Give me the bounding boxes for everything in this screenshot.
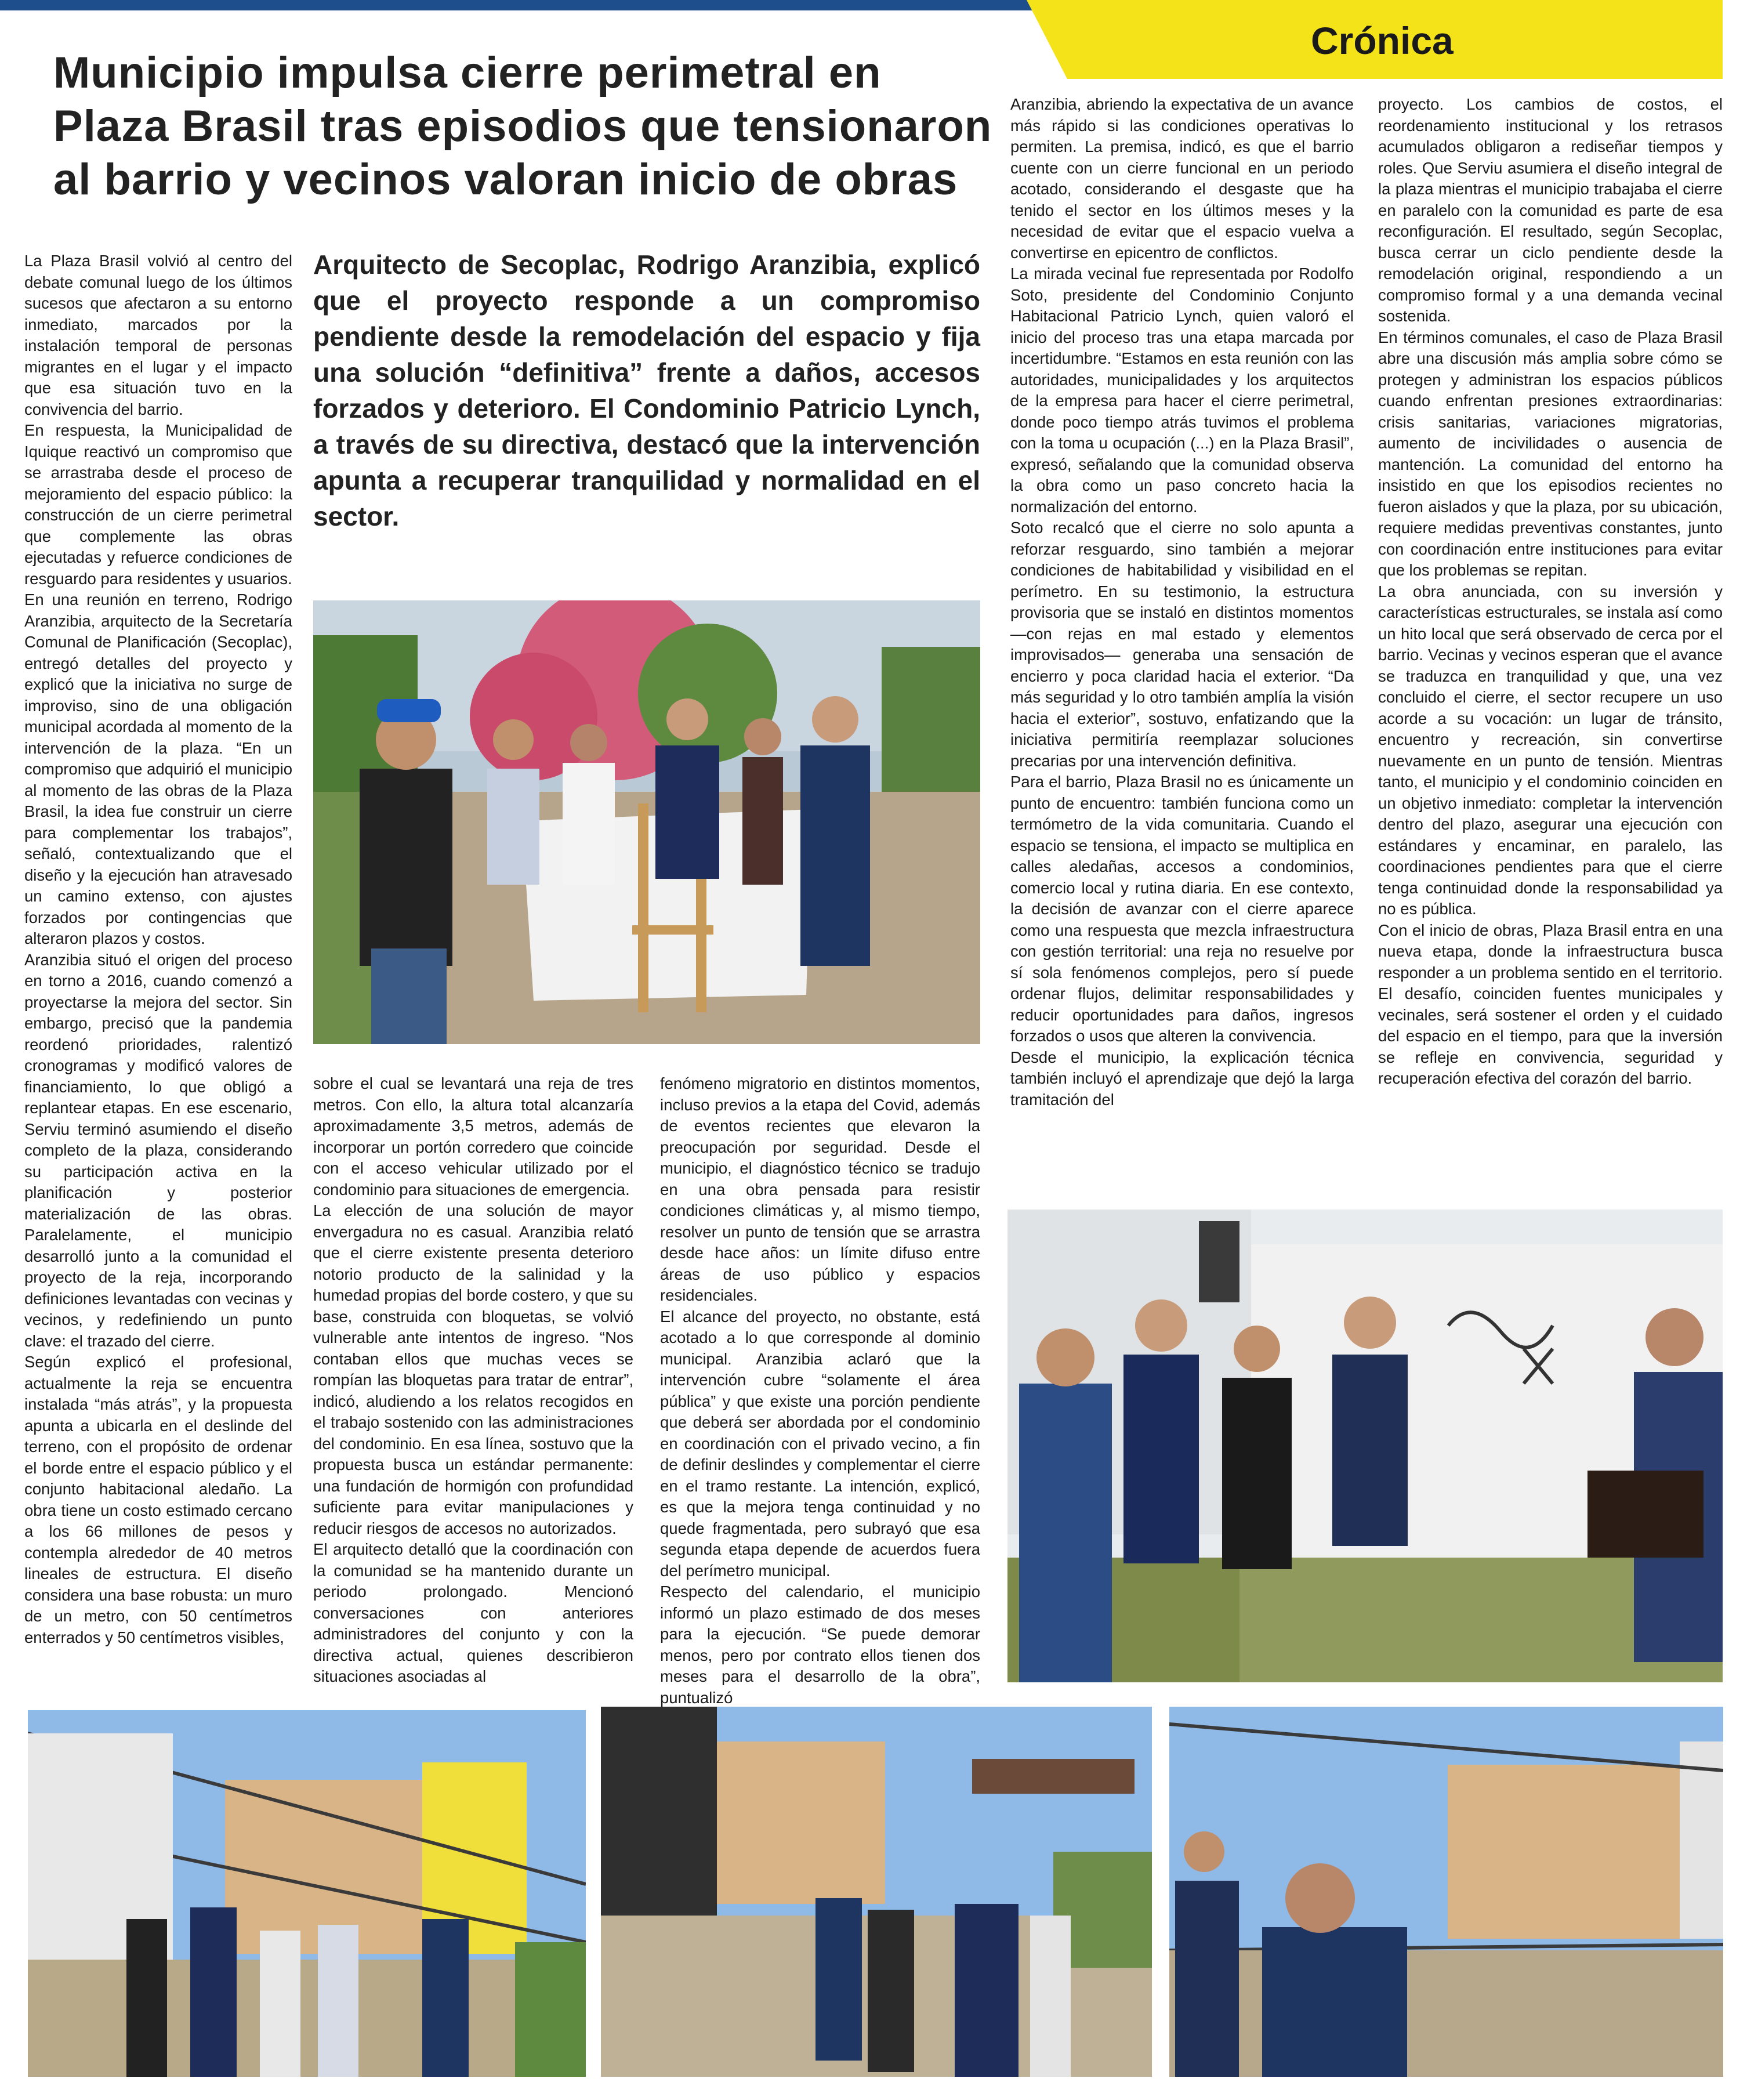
column-5 (1378, 94, 1723, 1089)
photo-bottom-right (1169, 1707, 1723, 2077)
column-1 (24, 251, 292, 1648)
column-3 (660, 1073, 980, 1708)
photo-group-wall (1007, 1210, 1723, 1682)
paragraph: En una reunión en terreno, Rodrigo Aranzibia, arquitecto de la Secretaría Comunal de Planificación (Secoplac), entregó detalles del proyecto y explicó que la iniciativa no surge de improviso, sino de una obligación municipal acordada al momento de la intervención de la plaza. “En un compromiso que adquirió el municipio al momento de las obras de la Plaza Brasil, la idea fue construir un cierre para complementar los trabajos”, señaló, contextualizando que el diseño y la ejecución han atravesado un camino extenso, con ajustes forzados por contingencias que alteraron plazos y costos. (24, 591, 292, 947)
paragraph: La elección de una solución de mayor envergadura no es casual. Aranzibia relató que el cierre existente presenta deterioro notorio producto de la salinidad y la humedad propias del borde costero, y que su base, construida con bloquetas, se volvió vulnerable ante intentos de ingreso. “Nos contaban ellos que muchas veces se rompían las bloquetas para tratar de entrar”, indicó, aludiendo a los relatos recogidos en el trabajo sostenido con las administraciones del condominio. En esa línea, sostuvo que la propuesta busca un estándar permanente: una fundación de hormigón con profundidad suficiente para evitar manipulaciones y reducir riesgos de accesos no autorizados. (313, 1201, 633, 1537)
column-4 (1010, 94, 1354, 1110)
paragraph: Para el barrio, Plaza Brasil no es únicamente un punto de encuentro: también funciona como un termómetro de la vida comunitaria. Cuando el espacio se tensiona, el impacto se multiplica en calles aledañas, accesos a condominios, comercio local y rutina diaria. En ese contexto, la decisión de avanzar con el cierre aparece como una respuesta que mezcla infraestructura con gestión territorial: una reja no resuelve por sí sola fenómenos complejos, pero sí puede ordenar flujos, delimitar responsabilidades y reducir oportunidades para daños, ingresos forzados o usos que alteren la convivencia. (1010, 773, 1354, 1045)
photo-meeting-easel (313, 600, 980, 1044)
paragraph: Según explicó el profesional, actualmente la reja se encuentra instalada “más atrás”, y la propuesta apunta a ubicarla en el deslinde del terreno, con el propósito de ordenar el borde entre el espacio público y el conjunto habitacional aledaño. La obra tiene un costo estimado cercano a los 66 millones de pesos y contempla alrededor de 40 metros lineales de estructura. El diseño considera una base robusta: un muro de un metro, con 50 centímetros enterrados y 50 centímetros visibles, (24, 1353, 292, 1646)
paragraph: Respecto del calendario, el municipio informó un plazo estimado de dos meses para la ejecución. “Se puede demorar menos, pero por contrato ellos tienen dos meses para el desarrollo de la obra”, puntualizó (660, 1583, 980, 1707)
paragraph: En respuesta, la Municipalidad de Iquique reactivó un compromiso que se arrastraba desde el proceso de mejoramiento del espacio público: la construcción de un cierre perimetral que complemente las obras ejecutadas y refuerce condiciones de resguardo para residentes y usuarios. (24, 421, 292, 588)
headline: Municipio impulsa cierre perimetral en Plaza Brasil tras episodios que tensionaron al barrio y vecinos valoran inicio de obras (53, 48, 992, 204)
paragraph: sobre el cual se levantará una reja de tres metros. Con ello, la altura total alcanzaría aproximadamente 3,5 metros, además de incorporar un portón corredero que coincide con el acceso vehicular utilizado por el condominio para situaciones de emergencia. (313, 1074, 633, 1199)
paragraph: La Plaza Brasil volvió al centro del debate comunal luego de los últimos sucesos que afectaron a su entorno inmediato, marcados por la instalación temporal de personas migrantes en el lugar y el impacto que esa situación tuvo en la convivencia del barrio. (24, 252, 292, 418)
paragraph: Aranzibia, abriendo la expectativa de un avance más rápido si las condiciones operativas lo permiten. La premisa, indicó, es que el barrio cuente con un cierre funcional en un periodo acotado, considerando el desgaste que ha tenido el sector en los últimos meses y la necesidad de evitar que el espacio vuelva a convertirse en epicentro de conflictos. (1010, 95, 1354, 262)
paragraph: Con el inicio de obras, Plaza Brasil entra en una nueva etapa, donde la infraestructura busca responder a un problema sentido en el territorio. El desafío, coinciden fuentes municipales y vecinales, será sostener el orden y el cuidado del espacio en el tiempo, para que la inversión se refleje en convivencia, seguridad y recuperación efectiva del corazón del barrio. (1378, 921, 1723, 1087)
paragraph: El arquitecto detalló que la coordinación con la comunidad se ha mantenido durante un periodo prolongado. Mencionó conversaciones con anteriores administradores del conjunto y con la directiva actual, quienes describieron situaciones asociadas al (313, 1540, 633, 1685)
column-2 (313, 1073, 633, 1688)
paragraph: La obra anunciada, con su inversión y características estructurales, se instala así como un hito local que será observado de cerca por el barrio. Vecinas y vecinos esperan que el avance se traduzca en tranquilidad y que, una vez concluido el cierre, el sector recupere un uso acorde a su vocación: un lugar de tránsito, encuentro y recreación, sin convertirse nuevamente en un punto de tensión. Mientras tanto, el municipio y el condominio coinciden en un objetivo inmediato: completar la intervención dentro del plazo, asegurar una ejecución con estándares y encaminar, en paralelo, las coordinaciones pendientes para que el cierre tenga continuidad donde la responsabilidad ya no es pública. (1378, 582, 1723, 918)
photo-bottom-left (28, 1710, 586, 2077)
paragraph: proyecto. Los cambios de costos, el reordenamiento institucional y los retrasos acumulados obligaron a rediseñar tiempos y roles. Que Serviu asumiera el diseño integral de la plaza mientras el municipio trabajaba el cierre en paralelo con la comunidad es parte de esa reconfiguración. El resultado, según Secoplac, busca cerrar un ciclo pendiente desde la remodelación original, respondiendo a un compromiso formal y a una demanda vecinal sostenida. (1378, 95, 1723, 325)
paragraph: Desde el municipio, la explicación técnica también incluyó el aprendizaje que dejó la larga tramitación del (1010, 1048, 1354, 1109)
top-rule-blue (0, 0, 1032, 10)
paragraph: Aranzibia situó el origen del proceso en torno a 2016, cuando comenzó a proyectarse la mejora del sector. Sin embargo, precisó que la pandemia reordenó prioridades, ralentizó cronogramas y modificó valores de financiamiento, lo que obligó a replantear etapas. En ese escenario, Serviu terminó asumiendo el diseño completo de la plaza, considerando su participación activa en la planificación y posterior materialización de las obras. Paralelamente, el municipio desarrolló junto a la comunidad el proyecto de la reja, incorporando definiciones levantadas con vecinas y vecinos, y redefiniendo un punto clave: el trazado del cierre. (24, 950, 292, 1350)
paragraph: Soto recalcó que el cierre no solo apunta a reforzar resguardo, sino también a mejorar condiciones de habitabilidad y visibilidad en el perímetro. En su testimonio, la estructura provisoria que se instaló en distintos momentos —con rejas en mal estado y elementos improvisados— generaba una sensación de encierro y poca claridad hacia el exterior. “Da más seguridad y lo otro también amplía la visión hacia el exterior”, sostuvo, enfatizando que la iniciativa permitiría reemplazar soluciones precarias por una intervención definitiva. (1010, 519, 1354, 770)
paragraph: fenómeno migratorio en distintos momentos, incluso previos a la etapa del Covid, además de eventos recientes que elevaron la preocupación por seguridad. Desde el municipio, el diagnóstico técnico se tradujo en una obra pensada para resistir condiciones climáticas y, al mismo tiempo, resolver un punto de tensión que se arrastra desde hace años: un límite difuso entre áreas de uso público y espacios residenciales. (660, 1074, 980, 1304)
section-label: Crónica (1311, 19, 1454, 62)
paragraph: El alcance del proyecto, no obstante, está acotado a lo que corresponde al dominio municipal. Aranzibia aclaró que la intervención cubre “solamente el área pública” y que existe una porción pendiente que deberá ser abordada por el condominio en coordinación con el privado vecino, a fin de definir deslindes y complementar el cierre en el tramo restante. La intención, explicó, es que la mejora tenga continuidad y no quede fragmentada, pero subrayó que esa segunda etapa depende de acuerdos fuera del perímetro municipal. (660, 1307, 980, 1580)
paragraph: La mirada vecinal fue representada por Rodolfo Soto, presidente del Condominio Conjunto Habitacional Patricio Lynch, quien valoró el inicio del proceso tras una etapa marcada por incertidumbre. “Estamos en esta reunión con las autoridades, municipalidades y los arquitectos de la empresa para hacer el cierre perimetral, donde poco tiempo atrás tuvimos el problema con la toma u ocupación (...) en la Plaza Brasil”, expresó, señalando que la comunidad observa la obra como un paso concreto hacia la normalización del entorno. (1010, 265, 1354, 516)
photo-bottom-center (601, 1707, 1152, 2077)
paragraph: En términos comunales, el caso de Plaza Brasil abre una discusión más amplia sobre cómo se protegen y administran los espacios públicos cuando enfrentan presiones extraordinarias: crisis sanitarias, variaciones migratorias, aumento de incivilidades o ausencia de mantención. La comunidad del entorno ha insistido en que los episodios recientes no fueron aislados y que la plaza, por su ubicación, requiere medidas preventivas constantes, junto con coordinación entre instituciones para evitar que los problemas se repitan. (1378, 328, 1723, 579)
lead-paragraph: Arquitecto de Secoplac, Rodrigo Aranzibia, explicó que el proyecto responde a un compromiso pendiente desde la remodelación del espacio y fija una solución “definitiva” frente a daños, accesos forzados y deterioro. El Condominio Patricio Lynch, a través de su directiva, destacó que la intervención apunta a recuperar tranquilidad y normalidad en el sector. (313, 249, 980, 531)
